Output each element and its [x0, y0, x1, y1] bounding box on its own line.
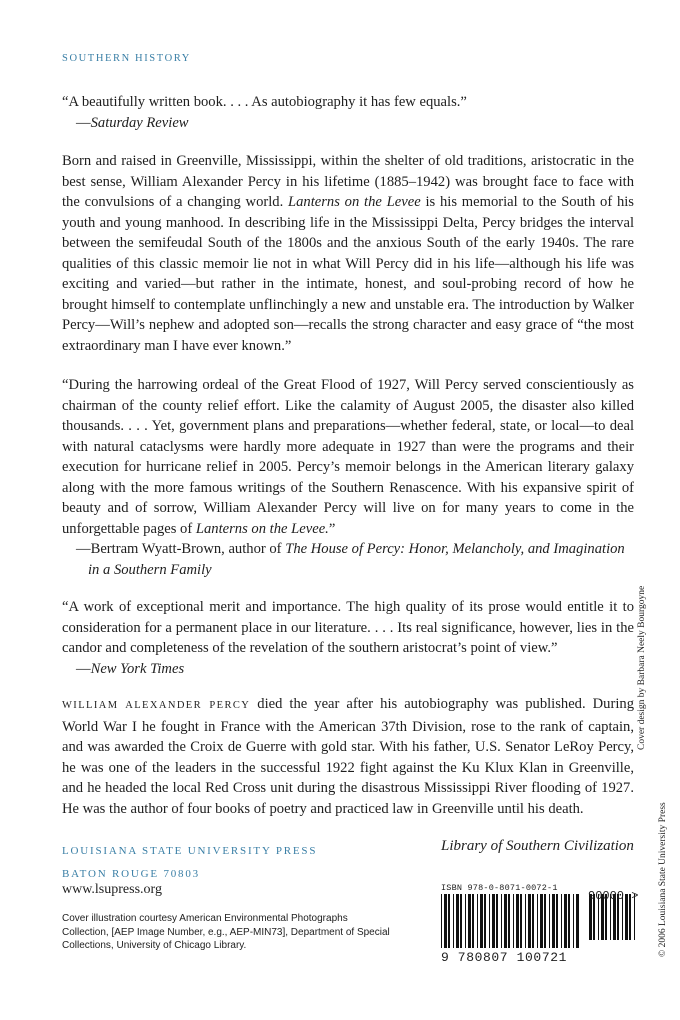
quote-wyatt-brown: [62, 375, 634, 580]
barcode-bar: [564, 894, 567, 948]
quote-close: ”: [328, 520, 336, 537]
barcode-bar: [544, 894, 546, 948]
publisher-city: BATON ROUGE 70803: [62, 868, 200, 880]
quote-text: [62, 375, 634, 539]
barcode-bar: [477, 894, 478, 948]
category-label: SOUTHERN HISTORY: [62, 53, 191, 64]
barcode-bar: [480, 894, 483, 948]
quote-saturday-review: [62, 92, 634, 133]
barcode-bar: [501, 894, 502, 948]
barcode-bar: [465, 894, 466, 948]
cover-illustration-credit: Cover illustration courtesy American Environmental Photographs Collection, [AEP Image Number, e.g., AEP-MIN73], Department of Special Collections, University of Chicago Library.: [62, 913, 390, 951]
barcode-bar: [496, 894, 498, 948]
isbn-number: ISBN 978-0-8071-0072-1: [441, 883, 558, 893]
price-code: 90000 >: [588, 889, 639, 903]
series-title: Library of Southern Civilization: [441, 838, 634, 854]
barcode-bar: [556, 894, 558, 948]
book-title: Lanterns on the Levee.: [195, 520, 329, 537]
attribution-book-line-2: in a Southern Family: [88, 561, 212, 578]
barcode-bar: [468, 894, 471, 948]
bio-text: died the year after his autobiography was published. During World War I he fought in France with the American 37th Division, rose to the rank of captain, and was awarded the Croix de Guerre with gold star. With his father, U.S. Senator LeRoy Percy, he was one of the leaders in the successful 1922 fight against the Ku Klux Klan in Greenville, and he headed the local Red Cross unit during the disastrous Mississippi River flooding of 1927. He was the author of four books of poetry and practiced law in Greenville until his death.: [62, 696, 634, 817]
barcode-bar: [492, 894, 495, 948]
author-bio: [62, 694, 634, 819]
quote-new-york-times: [62, 597, 634, 679]
barcode-bar: [516, 894, 519, 948]
barcode-bar: [528, 894, 531, 948]
copyright-notice: © 2006 Louisiana State University Press: [658, 802, 668, 957]
description-text-1: Born and raised in Greenville, Mississippi, within the shelter of old traditions, aristocratic in the best sense, William Alexander Percy in his lifetime (1885–1942) was brought face to face with the convulsions of a changing world.: [62, 153, 634, 210]
barcode-bar: [568, 894, 570, 948]
barcode-digits: 9 780807 100721: [441, 950, 568, 965]
barcode-bar: [537, 894, 538, 948]
barcode-bar: [448, 894, 450, 948]
attribution-book-line-1: The House of Percy: Honor, Melancholy, and Imagination: [285, 541, 625, 557]
barcode-bar: [484, 894, 486, 948]
barcode-bar: [549, 894, 550, 948]
barcode-bar: [456, 894, 459, 948]
barcode-bar: [444, 894, 447, 948]
barcode-bar: [540, 894, 543, 948]
quote-attribution: [62, 539, 634, 580]
book-description: [62, 151, 634, 356]
quote-source: Saturday Review: [90, 114, 189, 131]
quote-text: “A work of exceptional merit and importance. The high quality of its prose would entitle it to consideration for a permanent place in our literature. . . . Its real significance, however, lies in the candor and completeness of the revelation of the southern aristocrat’s point of view.”: [62, 599, 634, 656]
quote-body: “During the harrowing ordeal of the Great Flood of 1927, Will Percy served conscientiously as chairman of the county relief effort. Like the calamity of August 2005, the disaster also killed thousands. . . . Yet, government plans and preparations—whether federal, state, or local—to deal with natural cataclysms were hardly more adequate in 1927 than were the programs and their execution for hurricane relief in 2005. Percy’s memoir belongs in the American literary galaxy along with the more famous writings of the Southern Renascence. With his expansive spirit of beauty and of sorrow, William Alexander Percy will live on for many years to come in the unforgettable pages of: [62, 377, 634, 537]
cover-design-credit: Cover design by Barbara Neely Bourgoyne: [637, 585, 647, 750]
bio-paragraph: [62, 694, 634, 819]
barcode-bar: [576, 894, 579, 948]
barcode-bar: [508, 894, 510, 948]
description-paragraph: [62, 151, 634, 356]
barcode-bar: [573, 894, 574, 948]
barcode-bar: [532, 894, 534, 948]
barcode-bar: [525, 894, 526, 948]
barcode-bar: [561, 894, 562, 948]
quote-attribution: —New York Times: [76, 660, 185, 677]
author-name: WILLIAM ALEXANDER PERCY: [62, 700, 251, 711]
quote-source: New York Times: [90, 660, 185, 677]
description-text-2: is his memorial to the South of his youth and young manhood. In describing life in the Mississippi Delta, Percy bridges the interval between the semifeudal South of the 1800s and the anxious South of the early 1940s. The rare qualities of this classic memoir lie not in what Will Percy did in his life—although his life was exciting and varied—but rather in the intimate, honest, and soul-probing record of how he brought himself to contemplate unflinchingly a new and unstable era. The introduction by Walker Percy—Will’s nephew and adopted son—recalls the strong character and easy grace of “the most extraordinary man I have ever known.”: [62, 194, 634, 354]
book-title: Lanterns on the Levee: [288, 194, 421, 210]
attribution-author: —Bertram Wyatt-Brown, author of: [76, 541, 286, 557]
barcode-bar: [453, 894, 454, 948]
barcode-bar: [520, 894, 522, 948]
publisher-url[interactable]: www.lsupress.org: [62, 882, 162, 897]
barcode-bar: [489, 894, 490, 948]
barcode-bar: [552, 894, 555, 948]
barcode-bar: [441, 894, 442, 948]
quote-text: “A beautifully written book. . . . As autobiography it has few equals.”: [62, 94, 467, 110]
publisher-name: LOUISIANA STATE UNIVERSITY PRESS: [62, 845, 318, 857]
barcode-bar: [504, 894, 507, 948]
publisher-block: [62, 840, 317, 886]
barcode-bar: [460, 894, 462, 948]
barcode-bar: [472, 894, 474, 948]
quote-attribution: —Saturday Review: [76, 114, 189, 131]
barcode-bar: [513, 894, 514, 948]
